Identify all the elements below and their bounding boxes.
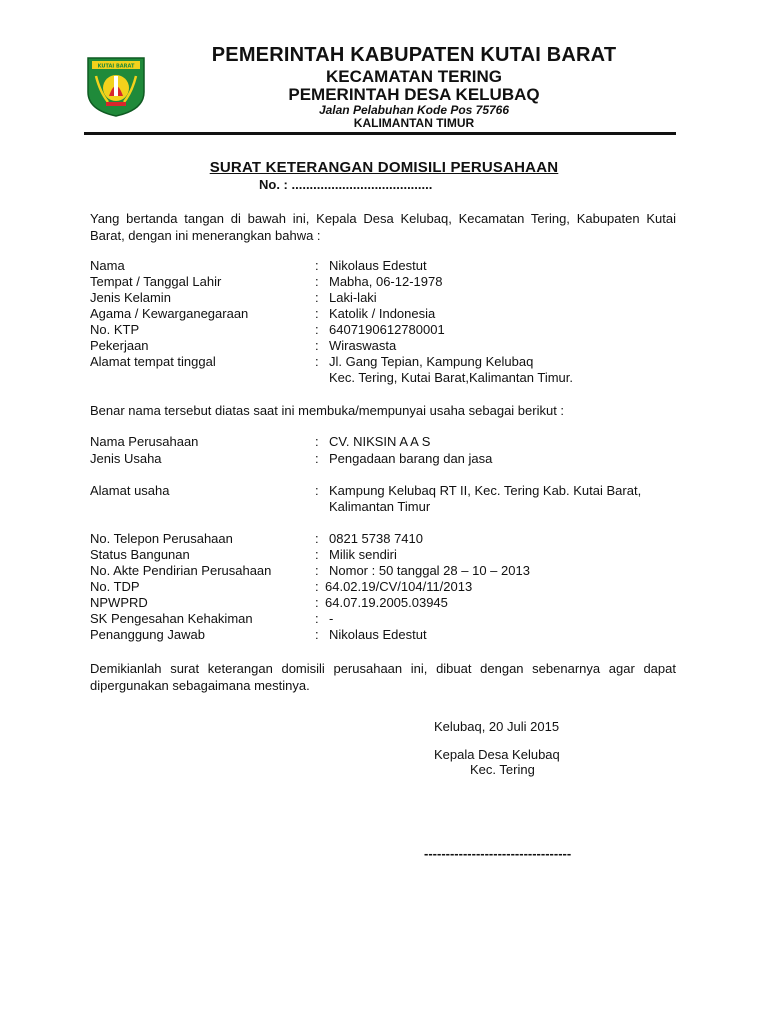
field-colon: : (315, 451, 319, 466)
person-row (0, 338, 768, 354)
field-label: Penanggung Jawab (90, 627, 205, 642)
field-label: SK Pengesahan Kehakiman (90, 611, 253, 626)
field-colon: : (315, 579, 319, 594)
field-colon: : (315, 531, 319, 546)
field-value: Wiraswasta (329, 338, 397, 353)
field-value-continued: Kec. Tering, Kutai Barat,Kalimantan Timur. (329, 370, 573, 385)
field-colon: : (315, 627, 319, 642)
svg-text:KUTAI BARAT: KUTAI BARAT (97, 63, 135, 70)
letterhead-divider (84, 132, 676, 135)
field-colon: : (315, 611, 319, 626)
field-label: Jenis Kelamin (90, 290, 171, 305)
signature-place-date: Kelubaq, 20 Juli 2015 (434, 719, 560, 734)
signature-name-line: ---------------------------------- (424, 846, 572, 861)
person-row (0, 290, 768, 306)
field-value: Laki-laki (329, 290, 377, 305)
person-row (0, 274, 768, 290)
field-label: No. KTP (90, 322, 140, 337)
letterhead-province: KALIMANTAN TIMUR (353, 116, 475, 130)
field-label: Jenis Usaha (90, 451, 162, 466)
field-colon: : (315, 563, 319, 578)
letterhead-address: Jalan Pelabuhan Kode Pos 75766 (318, 103, 510, 117)
letterhead-regency: PEMERINTAH KABUPATEN KUTAI BARAT (211, 44, 617, 66)
letterhead-district: KECAMATAN TERING (326, 67, 502, 86)
field-label: Nama Perusahaan (90, 434, 199, 449)
field-value: Milik sendiri (329, 547, 397, 562)
field-label: Alamat usaha (90, 483, 170, 498)
field-colon: : (315, 274, 319, 289)
company-row (0, 611, 768, 627)
field-value: 64.02.19/CV/104/11/2013 (325, 579, 473, 594)
document-title: SURAT KETERANGAN DOMISILI PERUSAHAAN (209, 159, 559, 176)
intro-paragraph: Yang bertanda tangan di bawah ini, Kepala Desa Kelubaq, Kecamatan Tering, Kabupaten Kutai Barat, dengan ini menerangkan bahwa : (90, 211, 676, 243)
company-row (0, 563, 768, 579)
field-colon: : (315, 338, 319, 353)
field-label: Pekerjaan (90, 338, 149, 353)
company-row (0, 627, 768, 643)
field-label: No. Telepon Perusahaan (90, 531, 233, 546)
field-value-continued: Kalimantan Timur (329, 499, 431, 514)
company-row (0, 547, 768, 563)
field-colon: : (315, 547, 319, 562)
field-value: Katolik / Indonesia (329, 306, 436, 321)
field-value: Nikolaus Edestut (329, 258, 427, 273)
field-label: Status Bangunan (90, 547, 190, 562)
letterhead-village: PEMERINTAH DESA KELUBAQ (288, 85, 540, 104)
closing-paragraph: Demikianlah surat keterangan domisili perusahaan ini, dibuat dengan sebenarnya agar dapat dipergunakan sebagaimana mestinya. (90, 661, 676, 693)
field-colon: : (315, 322, 319, 337)
field-value: Nomor : 50 tanggal 28 – 10 – 2013 (329, 563, 530, 578)
person-row (0, 306, 768, 322)
field-colon: : (315, 434, 319, 449)
field-value: - (329, 611, 334, 626)
person-row (0, 354, 768, 370)
field-label: Tempat / Tanggal Lahir (90, 274, 222, 289)
signature-position: Kepala Desa Kelubaq (434, 747, 560, 762)
person-row (0, 322, 768, 338)
field-colon: : (315, 483, 319, 498)
field-value: CV. NIKSIN A A S (329, 434, 431, 449)
field-value: Kampung Kelubaq RT II, Kec. Tering Kab. Kutai Barat, (329, 483, 642, 498)
field-colon: : (315, 595, 319, 610)
field-label: Alamat tempat tinggal (90, 354, 216, 369)
field-value: 0821 5738 7410 (329, 531, 423, 546)
field-label: No. Akte Pendirian Perusahaan (90, 563, 272, 578)
company-row (0, 483, 768, 499)
field-label: No. TDP (90, 579, 140, 594)
company-row (0, 434, 768, 450)
company-row (0, 451, 768, 467)
signature-district: Kec. Tering (470, 762, 535, 777)
field-colon: : (315, 306, 319, 321)
field-colon: : (315, 258, 319, 273)
field-colon: : (315, 354, 319, 369)
field-value: Mabha, 06-12-1978 (329, 274, 443, 289)
field-label: Agama / Kewarganegaraan (90, 306, 249, 321)
field-value: Nikolaus Edestut (329, 627, 427, 642)
field-colon: : (315, 290, 319, 305)
field-label: Nama (90, 258, 125, 273)
company-row (0, 531, 768, 547)
field-label: NPWPRD (90, 595, 148, 610)
field-value: 64.07.19.2005.03945 (325, 595, 448, 610)
field-value: Pengadaan barang dan jasa (329, 451, 493, 466)
document-number: No. : ....................................... (259, 177, 433, 192)
field-value: 6407190612780001 (329, 322, 445, 337)
field-value: Jl. Gang Tepian, Kampung Kelubaq (329, 354, 534, 369)
company-row (0, 595, 768, 611)
person-row (0, 258, 768, 274)
company-row (0, 579, 768, 595)
statement-paragraph: Benar nama tersebut diatas saat ini membuka/mempunyai usaha sebagai berikut : (90, 403, 565, 418)
